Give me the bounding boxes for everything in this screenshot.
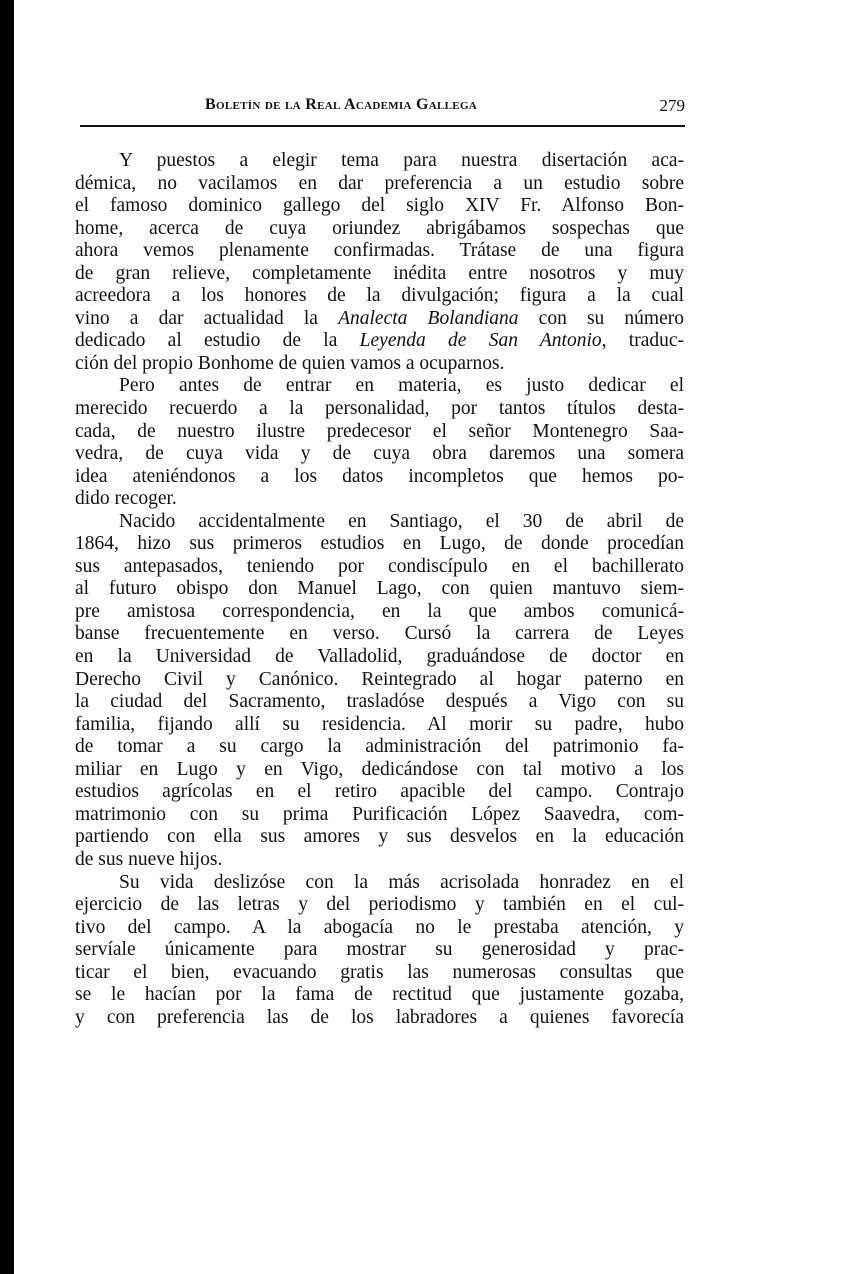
italic-title: Analecta Bolandiana — [338, 307, 519, 329]
scan-border — [0, 0, 14, 1274]
text-line: estudios agrícolas en el retiro apacible del campo. Contrajo — [75, 781, 684, 803]
text-line: ción del propio Bonhome de quien vamos a ocuparnos. — [75, 352, 505, 374]
text-line: miliar en Lugo y en Vigo, dedicándose con tal motivo a los — [75, 758, 684, 780]
running-title: Boletín de la Real Academia Gallega — [205, 96, 478, 113]
text-line: la ciudad del Sacramento, trasladóse después a Vigo con su — [75, 691, 684, 713]
text-line: familia, fijando allí su residencia. Al morir su padre, hubo — [75, 713, 684, 735]
text-line: ahora vemos plenamente confirmadas. Trátase de una figura — [75, 240, 684, 262]
text-line: ejercicio de las letras y del periodismo y también en el cul- — [75, 894, 684, 916]
text-line: sus antepasados, teniendo por condiscípulo en el bachillerato — [75, 555, 684, 577]
italic-title: Leyenda de San Antonio — [359, 330, 602, 352]
text-line: démica, no vacilamos en dar preferencia a un estudio sobre — [75, 172, 684, 194]
text-line: merecido recuerdo a la personalidad, por tantos títulos desta- — [75, 398, 684, 420]
text-line: vino a dar actualidad la Analecta Bolandiana con su número — [75, 307, 684, 329]
text-line: idea ateniéndonos a los datos incompletos que hemos po- — [75, 465, 684, 487]
text-line: Pero antes de entrar en materia, es justo dedicar el — [119, 375, 684, 397]
text-line: Su vida deslizóse con la más acrisolada honradez en el — [119, 871, 684, 893]
text-line: dedicado al estudio de la Leyenda de San Antonio, traduc- — [75, 330, 684, 352]
text-line: ticar el bien, evacuando gratis las numerosas consultas que — [75, 961, 684, 983]
text-line: de tomar a su cargo la administración del patrimonio fa- — [75, 736, 684, 758]
text-line: home, acerca de cuya oriundez abrigábamos sospechas que — [75, 217, 684, 239]
paragraph — [75, 872, 684, 1030]
text-line: 1864, hizo sus primeros estudios en Lugo, de donde procedían — [75, 533, 684, 555]
text-line: vedra, de cuya vida y de cuya obra daremos una somera — [75, 443, 684, 465]
text-line: tivo del campo. A la abogacía no le prestaba atención, y — [75, 916, 684, 938]
text-line: de gran relieve, completamente inédita entre nosotros y muy — [75, 262, 684, 284]
text-line: el famoso dominico gallego del siglo XIV Fr. Alfonso Bon- — [75, 195, 684, 217]
text-line: dido recoger. — [75, 488, 177, 510]
body-text — [75, 150, 684, 1029]
text-line: Derecho Civil y Canónico. Reintegrado al hogar paterno en — [75, 668, 684, 690]
text-line: y con preferencia las de los labradores a quienes favorecía — [75, 1006, 684, 1028]
text-line: Nacido accidentalmente en Santiago, el 30 de abril de — [119, 510, 684, 532]
text-line: al futuro obispo don Manuel Lago, con quien mantuvo siem- — [75, 578, 684, 600]
text-line: banse frecuentemente en verso. Cursó la carrera de Leyes — [75, 623, 684, 645]
text-line: se le hacían por la fama de rectitud que justamente gozaba, — [75, 984, 684, 1006]
paragraph — [75, 375, 684, 510]
text-line: en la Universidad de Valladolid, graduándose de doctor en — [75, 646, 684, 668]
text-line: partiendo con ella sus amores y sus desvelos en la educación — [75, 826, 684, 848]
text-line: de sus nueve hijos. — [75, 848, 223, 870]
paragraph — [75, 150, 684, 375]
text-line: servíale únicamente para mostrar su generosidad y prac- — [75, 939, 684, 961]
paragraph — [75, 511, 684, 872]
text-line: Y puestos a elegir tema para nuestra disertación aca- — [119, 150, 684, 171]
text-line: matrimonio con su prima Purificación López Saavedra, com- — [75, 803, 684, 825]
page-header — [75, 96, 685, 120]
page-number: 279 — [659, 96, 685, 115]
text-line: pre amistosa correspondencia, en la que ambos comunicá- — [75, 600, 684, 622]
text-line: acreedora a los honores de la divulgación; figura a la cual — [75, 285, 684, 307]
header-rule — [80, 125, 685, 127]
text-line: cada, de nuestro ilustre predecesor el señor Montenegro Saa- — [75, 420, 684, 442]
